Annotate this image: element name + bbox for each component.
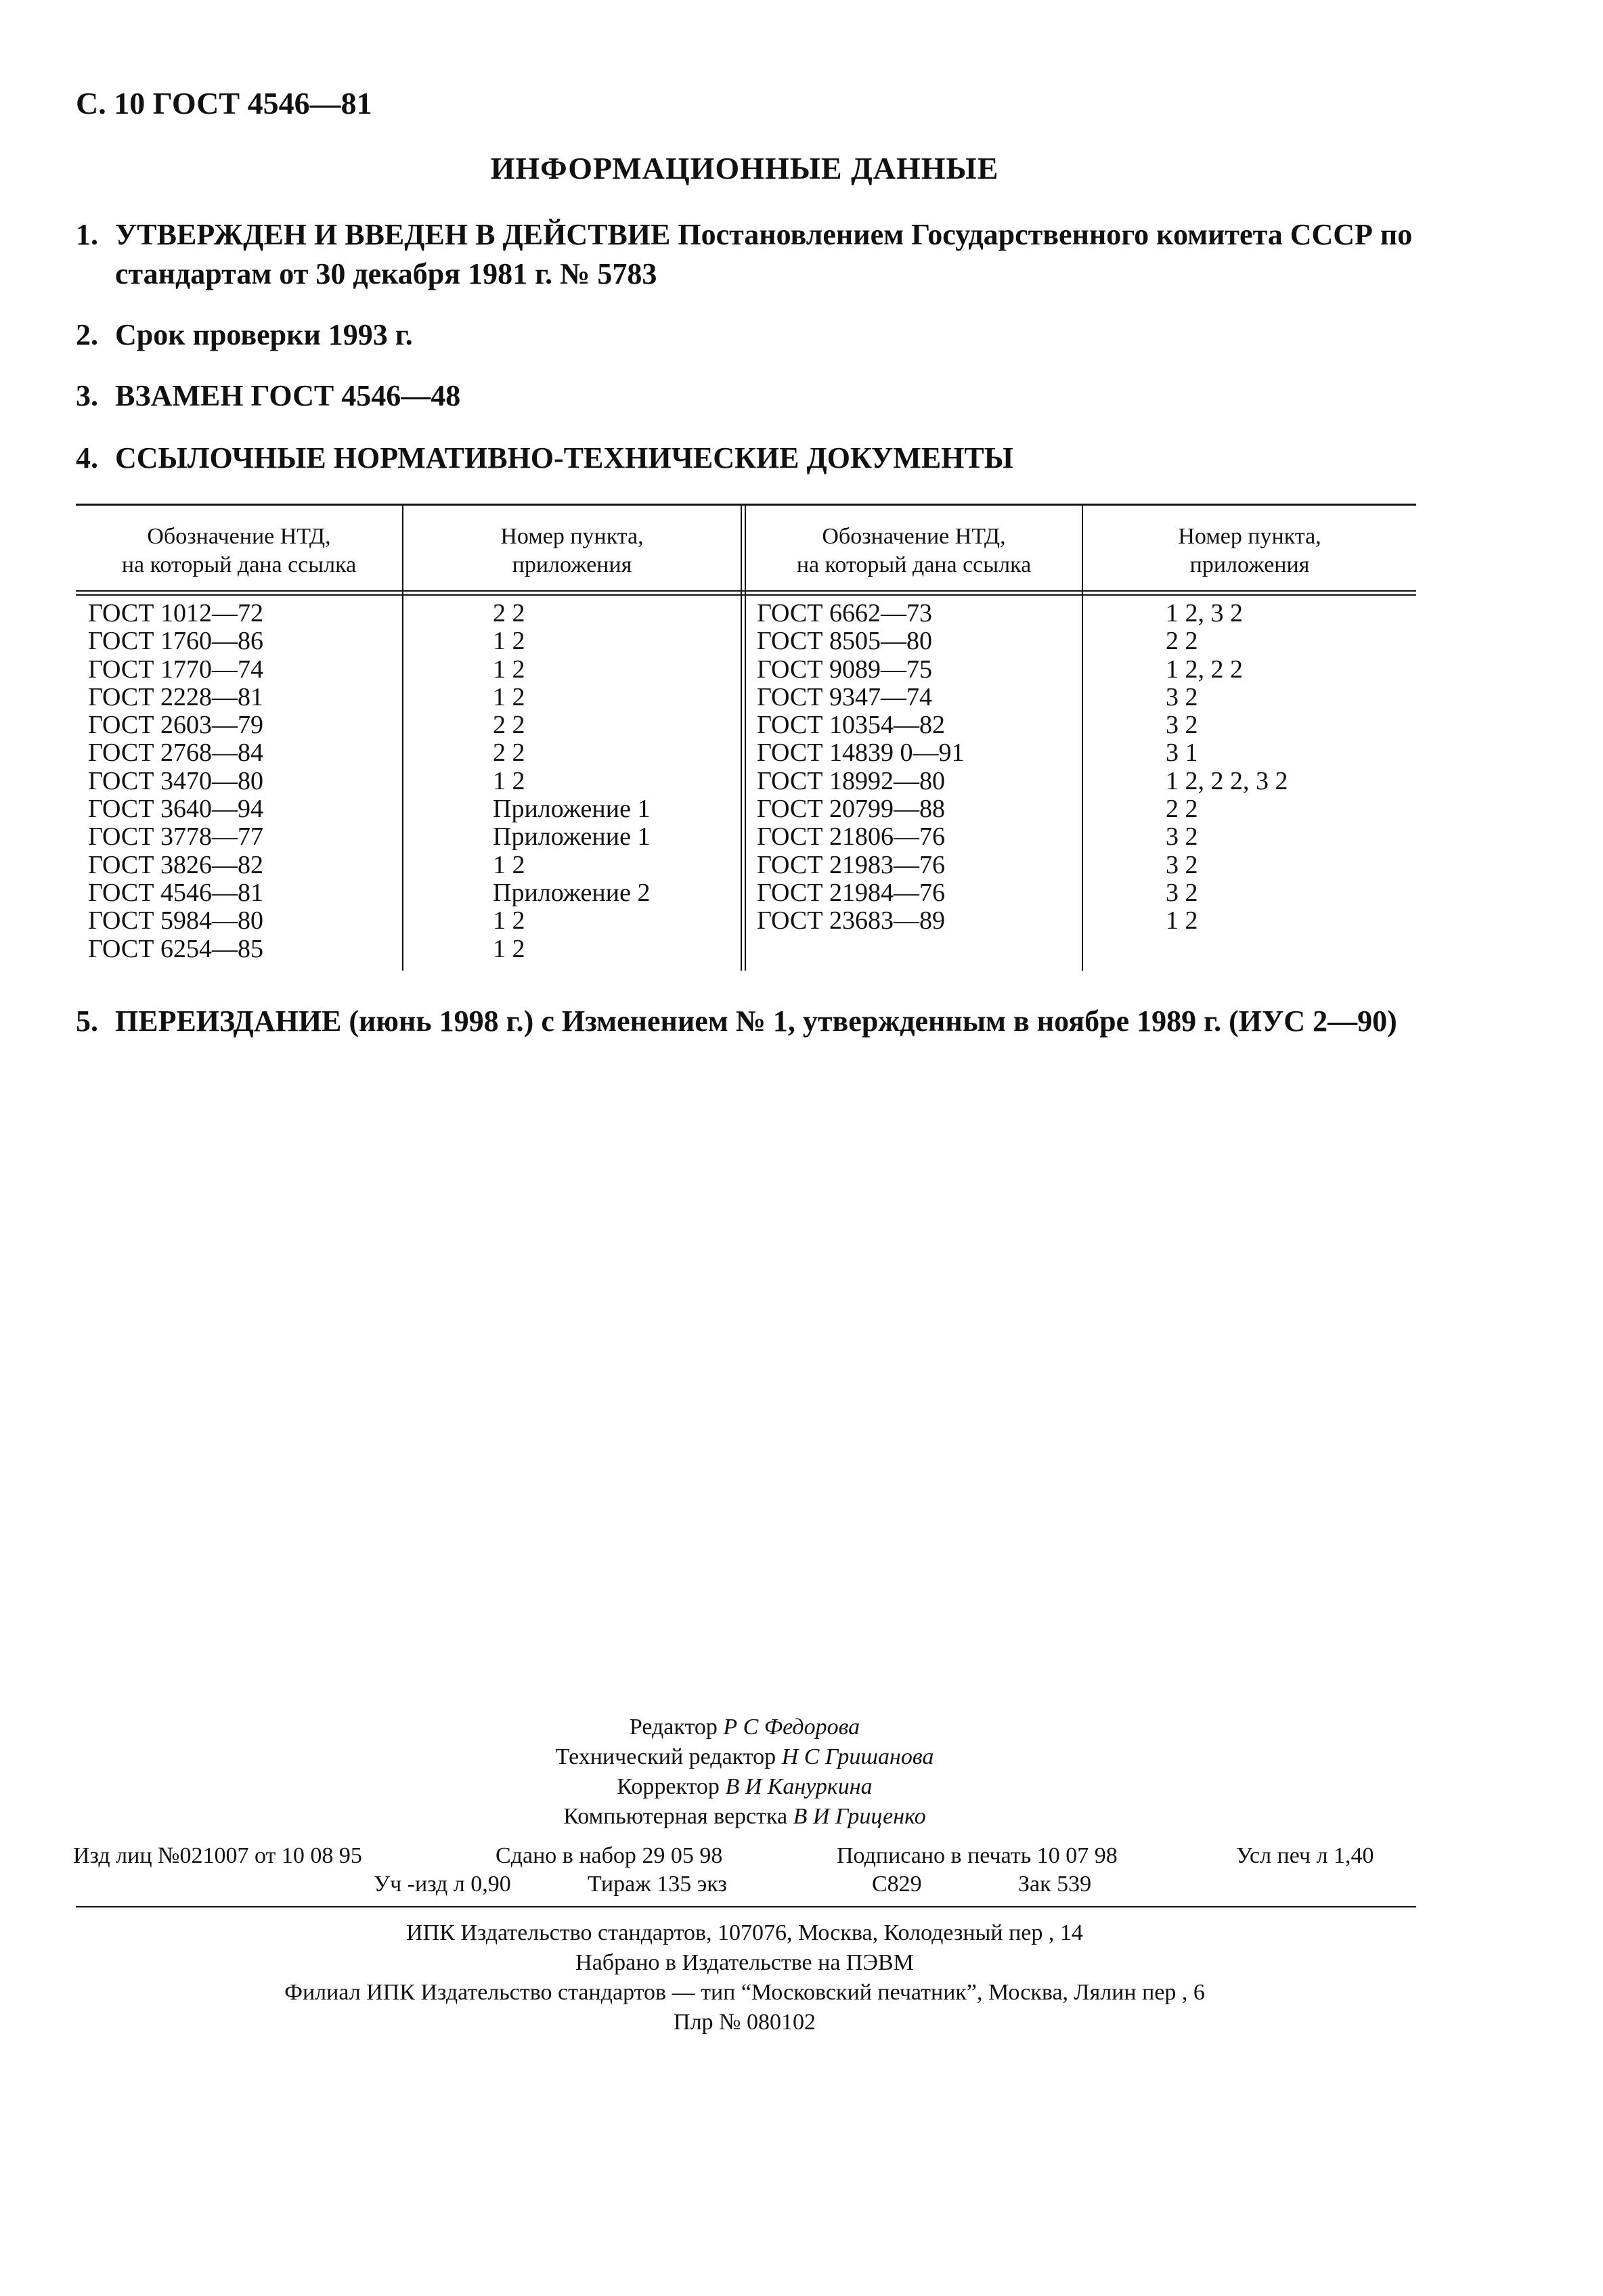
col-header-item-right <box>1083 523 1416 579</box>
col-docs-left <box>88 600 263 963</box>
table-cell-item: 2 2 <box>1166 627 1198 656</box>
table-cell-item: 2 2 <box>493 711 525 740</box>
credit-editor <box>0 1713 1489 1742</box>
imprint-zak: Зак 539 <box>1018 1872 1092 1897</box>
table-cell-doc: ГОСТ 1012—72 <box>88 599 263 627</box>
item-1-text-2: стандартам от 30 декабря 1981 г. № 5783 <box>115 257 657 290</box>
table-cell-item: 3 2 <box>1166 850 1198 879</box>
table-cell-item: Приложение 1 <box>493 822 651 852</box>
table-cell-item: 3 1 <box>1166 738 1198 768</box>
header-line: Номер пункта, <box>1178 524 1321 549</box>
imprint-rule <box>76 1906 1416 1907</box>
table-cell-doc: ГОСТ 9347—74 <box>757 682 932 711</box>
table-cell-doc: ГОСТ 9089—75 <box>757 655 932 684</box>
table-cell-doc: ГОСТ 2603—79 <box>88 711 263 740</box>
section-title: ИНФОРМАЦИОННЫЕ ДАННЫЕ <box>490 151 999 185</box>
imprint-license: Изд лиц №021007 от 10 08 95 <box>73 1843 362 1868</box>
table-cell-item: 3 2 <box>1166 711 1198 740</box>
publisher-line: Набрано в Издательстве на ПЭВМ <box>575 1950 914 1975</box>
credit-label: Компьютерная верстка <box>563 1804 788 1829</box>
table-cell-doc: ГОСТ 21806—76 <box>757 822 945 852</box>
item-4-text: ССЫЛОЧНЫЕ НОРМАТИВНО-ТЕХНИЧЕСКИЕ ДОКУМЕНТЫ <box>115 441 1013 474</box>
item-5-bold: ПЕРЕИЗДАНИЕ <box>115 1005 342 1038</box>
info-item-3 <box>76 376 460 416</box>
item-1-bold: УТВЕРЖДЕН И ВВЕДЕН В ДЕЙСТВИЕ <box>115 218 671 251</box>
table-cell-item: 1 2 <box>493 682 525 711</box>
publisher-line: Плр № 080102 <box>674 2010 816 2035</box>
table-cell-item: 1 2, 2 2, 3 2 <box>1166 766 1288 795</box>
item-number: 4. <box>76 441 98 474</box>
table-cell-item: 2 2 <box>1166 795 1198 824</box>
col-items-left <box>493 600 650 963</box>
info-item-2 <box>76 315 413 355</box>
imprint-usl: Усл печ л 1,40 <box>1236 1843 1374 1868</box>
info-item-5 <box>76 1002 1397 1041</box>
table-cell-doc: ГОСТ 3470—80 <box>88 766 263 795</box>
item-number: 2. <box>76 318 98 351</box>
table-cell-item: 1 2 <box>493 934 525 963</box>
table-cell-item: 1 2 <box>493 906 525 935</box>
table-cell-doc: ГОСТ 4546—81 <box>88 878 263 907</box>
table-cell-doc: ГОСТ 1770—74 <box>88 655 263 684</box>
table-cell-item: 1 2 <box>1166 906 1198 935</box>
table-cell-item: 1 2 <box>493 655 525 684</box>
col-docs-right <box>757 600 965 935</box>
imprint-sdano: Сдано в набор 29 05 98 <box>496 1843 723 1868</box>
header-line: на который дана ссылка <box>121 552 357 577</box>
table-cell-item: 1 2 <box>493 850 525 879</box>
table-cell-doc: ГОСТ 3778—77 <box>88 822 263 852</box>
credit-name: Р С Федорова <box>723 1715 860 1740</box>
item-number: 1. <box>76 218 98 251</box>
header-line: приложения <box>1189 552 1310 577</box>
credit-name: Н С Гришанова <box>781 1744 934 1769</box>
item-number: 5. <box>76 1005 98 1038</box>
header-line: Обозначение НТД, <box>147 524 331 549</box>
imprint-tirazh: Тираж 135 экз <box>588 1872 727 1897</box>
item-2-text: Срок проверки 1993 г. <box>115 318 413 351</box>
table-cell-doc: ГОСТ 5984—80 <box>88 906 263 935</box>
table-top-rule <box>76 504 1416 506</box>
table-cell-item: 1 2, 2 2 <box>1166 655 1243 684</box>
table-cell-doc: ГОСТ 6254—85 <box>88 934 263 963</box>
credit-layout <box>0 1802 1489 1832</box>
table-cell-doc: ГОСТ 2228—81 <box>88 682 263 711</box>
col-header-doc-left <box>76 523 402 579</box>
table-cell-doc: ГОСТ 3826—82 <box>88 850 263 879</box>
col-header-item-left <box>403 523 741 579</box>
table-cell-doc: ГОСТ 2768—84 <box>88 738 263 768</box>
table-cell-doc: ГОСТ 6662—73 <box>757 599 932 627</box>
table-divider <box>741 504 742 971</box>
table-cell-item: 1 2 <box>493 627 525 656</box>
header-line: приложения <box>512 552 632 577</box>
publisher-block <box>0 1918 1489 2037</box>
table-cell-doc: ГОСТ 1760—86 <box>88 627 263 656</box>
table-header-rule-1 <box>76 590 1416 592</box>
item-1-text: Постановлением Государственного комитета СССР по <box>670 218 1413 251</box>
header-line: Обозначение НТД, <box>822 524 1006 549</box>
credit-name: В И Гриценко <box>793 1804 926 1829</box>
table-cell-doc: ГОСТ 20799—88 <box>757 795 945 824</box>
table-cell-item: 1 2 <box>493 766 525 795</box>
credit-corrector <box>0 1772 1489 1802</box>
credit-tech-editor <box>0 1742 1489 1772</box>
publisher-line: ИПК Издательство стандартов, 107076, Москва, Колодезный пер , 14 <box>406 1920 1083 1945</box>
col-items-right <box>1166 600 1288 935</box>
table-cell-doc: ГОСТ 21983—76 <box>757 850 945 879</box>
table-cell-doc: ГОСТ 21984—76 <box>757 878 945 907</box>
imprint-code: С829 <box>872 1872 922 1897</box>
table-cell-doc: ГОСТ 3640—94 <box>88 795 263 824</box>
table-cell-doc: ГОСТ 18992—80 <box>757 766 945 795</box>
item-5-text: (июнь 1998 г.) с Изменением № 1, утвержденным в ноябре 1989 г. (ИУС 2—90) <box>341 1005 1397 1038</box>
credit-label: Редактор <box>629 1715 718 1740</box>
imprint-uch: Уч -изд л 0,90 <box>374 1872 511 1897</box>
item-number: 3. <box>76 379 98 412</box>
table-cell-item: 2 2 <box>493 599 525 627</box>
table-cell-doc: ГОСТ 10354—82 <box>757 711 945 740</box>
table-cell-item: Приложение 1 <box>493 795 651 824</box>
table-cell-item: 2 2 <box>493 738 525 768</box>
credits-block <box>0 1713 1489 1832</box>
header-line: Номер пункта, <box>500 524 644 549</box>
table-cell-doc: ГОСТ 8505—80 <box>757 627 932 656</box>
page-header: С. 10 ГОСТ 4546—81 <box>76 86 372 120</box>
item-3-text: ВЗАМЕН ГОСТ 4546—48 <box>115 379 461 412</box>
table-cell-item: 1 2, 3 2 <box>1166 599 1243 627</box>
credit-name: В И Кануркина <box>725 1774 873 1799</box>
reference-table <box>76 504 1416 971</box>
header-line: на который дана ссылка <box>796 552 1032 577</box>
table-cell-item: 3 2 <box>1166 822 1198 852</box>
table-cell-item: 3 2 <box>1166 682 1198 711</box>
info-item-1 <box>76 215 1430 294</box>
table-cell-doc: ГОСТ 23683—89 <box>757 906 945 935</box>
imprint-podpisano: Подписано в печать 10 07 98 <box>837 1843 1118 1868</box>
table-cell-doc: ГОСТ 14839 0—91 <box>757 738 965 768</box>
table-header-rule-2 <box>76 594 1416 596</box>
credit-label: Корректор <box>617 1774 720 1799</box>
publisher-line: Филиал ИПК Издательство стандартов — тип “Московский печатник”, Москва, Лялин пер , 6 <box>284 1980 1205 2005</box>
table-cell-item: 3 2 <box>1166 878 1198 907</box>
info-item-4 <box>76 439 1013 478</box>
table-cell-item: Приложение 2 <box>493 878 651 907</box>
col-header-doc-right <box>746 523 1082 579</box>
credit-label: Технический редактор <box>555 1744 776 1769</box>
